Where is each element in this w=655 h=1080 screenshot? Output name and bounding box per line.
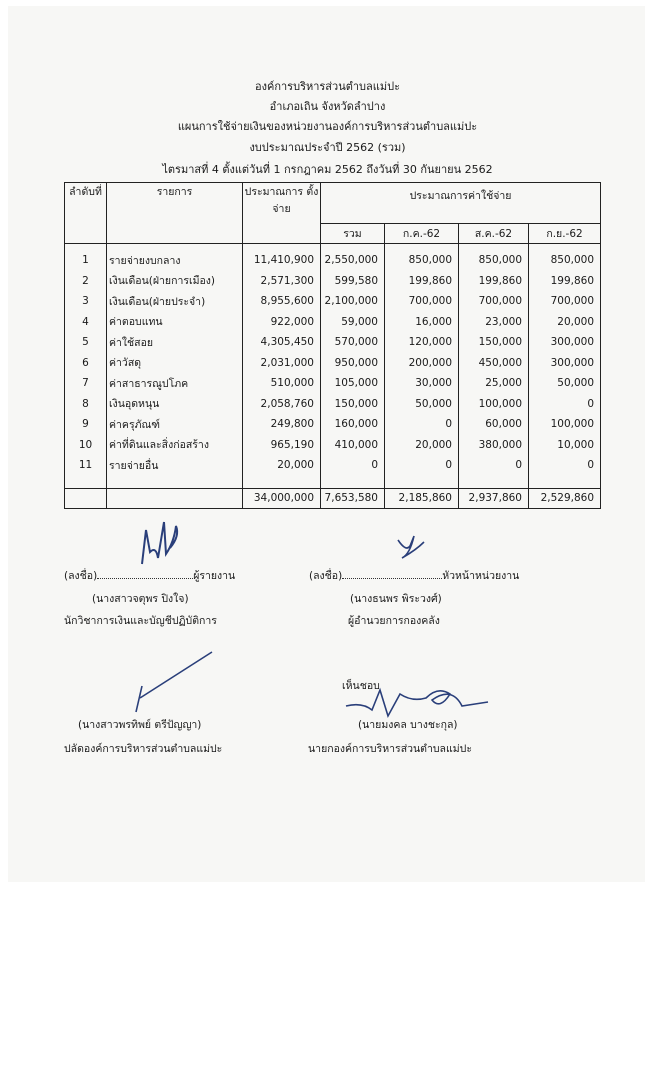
row-total: 599,580 [321,271,385,292]
row-jul: 700,000 [385,291,459,312]
row-total: 2,550,000 [321,250,385,271]
row-total: 105,000 [321,373,385,394]
row-aug: 450,000 [459,353,529,374]
quarter-range: ไตรมาสที่ 4 ตั้งแต่วันที่ 1 กรกฎาคม 2562 ถึงวันที่ 30 กันยายน 2562 [162,163,493,176]
table-row [65,332,601,353]
row-sep: 10,000 [529,435,601,456]
totals-row [65,488,601,508]
row-aug: 25,000 [459,373,529,394]
row-total: 59,000 [321,312,385,333]
deputy-name: (นางสาวพรทิพย์ ตรีปัญญา) [78,719,202,731]
row-no: 2 [65,271,107,292]
row-item: ค่าวัสดุ [107,353,243,374]
head-signature [392,532,432,562]
row-budget: 922,000 [243,312,321,333]
row-jul: 20,000 [385,435,459,456]
table-row [65,394,601,415]
row-aug: 23,000 [459,312,529,333]
row-item: เงินเดือน(ฝ่ายประจำ) [107,291,243,312]
row-budget: 510,000 [243,373,321,394]
table-row [65,373,601,394]
row-no: 7 [65,373,107,394]
table-row [65,414,601,435]
row-aug: 60,000 [459,414,529,435]
row-sep: 300,000 [529,353,601,374]
col-item-header: รายการ [107,183,243,244]
col-estimate-header: ประมาณการค่าใช้จ่าย [321,183,601,224]
row-budget: 249,800 [243,414,321,435]
budget-table [64,182,601,509]
total-jul: 2,185,860 [385,488,459,508]
row-jul: 850,000 [385,250,459,271]
col-total-header: รวม [321,224,385,244]
row-no: 8 [65,394,107,415]
row-budget: 4,305,450 [243,332,321,353]
row-jul: 50,000 [385,394,459,415]
head-title: ผู้อำนวยการกองคลัง [348,615,440,627]
row-jul: 0 [385,414,459,435]
reporter-name: (นางสาวจตุพร ปิงใจ) [92,593,189,605]
row-jul: 30,000 [385,373,459,394]
row-aug: 150,000 [459,332,529,353]
row-budget: 20,000 [243,455,321,476]
row-sep: 0 [529,394,601,415]
org-name: องค์การบริหารส่วนตำบลแม่ปะ [255,80,400,93]
table-row [65,312,601,333]
row-item: เงินเดือน(ฝ่ายการเมือง) [107,271,243,292]
row-jul: 16,000 [385,312,459,333]
row-budget: 965,190 [243,435,321,456]
row-item: รายจ่ายงบกลาง [107,250,243,271]
reporter-signature [130,512,190,572]
row-jul: 199,860 [385,271,459,292]
row-aug: 100,000 [459,394,529,415]
row-budget: 8,955,600 [243,291,321,312]
row-total: 950,000 [321,353,385,374]
row-jul: 0 [385,455,459,476]
row-item: ค่าตอบแทน [107,312,243,333]
mayor-name: (นายมงคล บางชะกุล) [358,719,458,731]
col-no-header: ลำดับที่ [65,183,107,244]
budget-year: งบประมาณประจำปี 2562 (รวม) [249,141,406,154]
row-budget: 11,410,900 [243,250,321,271]
row-sep: 20,000 [529,312,601,333]
reporter-sign-line: (ลงชื่อ) ผู้รายงาน [64,570,236,582]
row-no: 1 [65,250,107,271]
row-total: 0 [321,455,385,476]
row-jul: 200,000 [385,353,459,374]
row-budget: 2,058,760 [243,394,321,415]
row-no: 11 [65,455,107,476]
table-row [65,455,601,476]
row-sep: 0 [529,455,601,476]
table-row [65,271,601,292]
row-no: 6 [65,353,107,374]
col-jul-header: ก.ค.-62 [385,224,459,244]
row-no: 4 [65,312,107,333]
row-aug: 0 [459,455,529,476]
row-sep: 300,000 [529,332,601,353]
row-total: 2,100,000 [321,291,385,312]
district: อำเภอเถิน จังหวัดลำปาง [269,100,386,113]
total-aug: 2,937,860 [459,488,529,508]
row-item: ค่าที่ดินและสิ่งก่อสร้าง [107,435,243,456]
approve-label: เห็นชอบ [342,680,380,692]
row-aug: 199,860 [459,271,529,292]
deputy-title: ปลัดองค์การบริหารส่วนตำบลแม่ปะ [64,743,223,755]
row-aug: 850,000 [459,250,529,271]
row-total: 570,000 [321,332,385,353]
row-aug: 380,000 [459,435,529,456]
row-no: 10 [65,435,107,456]
col-sep-header: ก.ย.-62 [529,224,601,244]
table-row [65,435,601,456]
total-sep: 2,529,860 [529,488,601,508]
table-row [65,353,601,374]
reporter-title: นักวิชาการเงินและบัญชีปฏิบัติการ [64,615,217,627]
row-sep: 100,000 [529,414,601,435]
row-sep: 850,000 [529,250,601,271]
col-aug-header: ส.ค.-62 [459,224,529,244]
row-total: 410,000 [321,435,385,456]
row-item: รายจ่ายอื่น [107,455,243,476]
row-item: ค่าครุภัณฑ์ [107,414,243,435]
row-total: 150,000 [321,394,385,415]
mayor-title: นายกองค์การบริหารส่วนตำบลแม่ปะ [308,743,472,755]
col-budget-header: ประมาณการ ตั้งจ่าย [243,183,321,244]
head-name: (นางธนพร พิระวงศ์) [350,593,442,605]
row-item: ค่าสาธารณูปโภค [107,373,243,394]
row-no: 3 [65,291,107,312]
table-row [65,291,601,312]
row-item: ค่าใช้สอย [107,332,243,353]
row-total: 160,000 [321,414,385,435]
row-aug: 700,000 [459,291,529,312]
row-budget: 2,571,300 [243,271,321,292]
row-sep: 700,000 [529,291,601,312]
row-no: 5 [65,332,107,353]
row-item: เงินอุดหนุน [107,394,243,415]
deputy-signature [122,646,222,718]
row-jul: 120,000 [385,332,459,353]
total-estimate: 7,653,580 [321,488,385,508]
row-sep: 50,000 [529,373,601,394]
row-sep: 199,860 [529,271,601,292]
table-row [65,250,601,271]
total-budget: 34,000,000 [243,488,321,508]
row-no: 9 [65,414,107,435]
head-sign-line: (ลงชื่อ) หัวหน้าหน่วยงาน [309,570,520,582]
plan-title: แผนการใช้จ่ายเงินของหน่วยงานองค์การบริหารส่วนตำบลแม่ปะ [177,120,478,133]
row-budget: 2,031,000 [243,353,321,374]
